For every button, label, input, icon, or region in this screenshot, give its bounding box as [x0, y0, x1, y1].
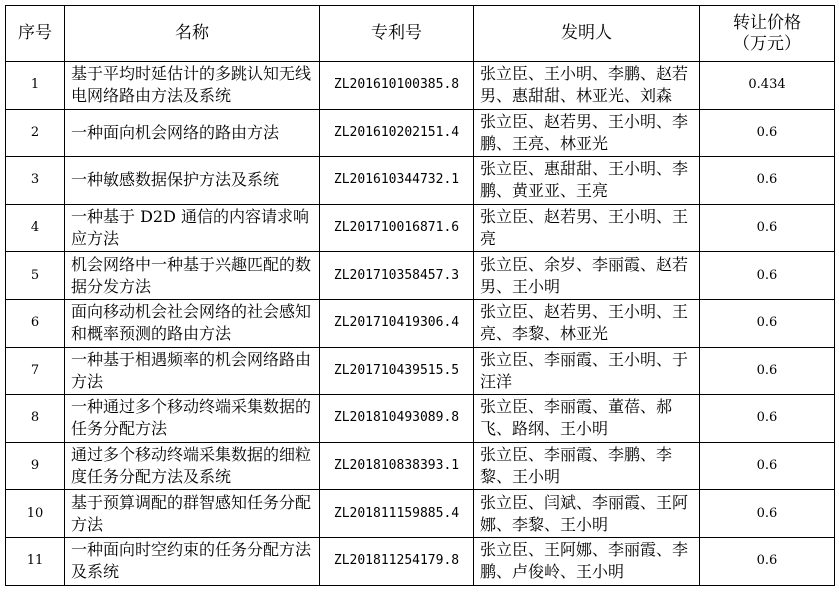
cell-patent-number: ZL201710358457.3 [320, 252, 474, 300]
cell-price: 0.6 [700, 490, 835, 538]
cell-inventors: 张立臣、余岁、李丽霞、赵若男、王小明 [474, 252, 700, 300]
cell-no: 7 [6, 347, 65, 395]
cell-price: 0.6 [700, 109, 835, 157]
table-row [6, 395, 835, 443]
cell-no: 9 [6, 442, 65, 490]
cell-no: 1 [6, 62, 65, 110]
cell-name: 一种面向机会网络的路由方法 [65, 109, 320, 157]
cell-price: 0.6 [700, 347, 835, 395]
cell-inventors: 张立臣、赵若男、王小明、王亮 [474, 204, 700, 252]
header-no: 序号 [6, 6, 65, 62]
cell-patent-number: ZL201811254179.8 [320, 537, 474, 585]
cell-inventors: 张立臣、赵若男、王小明、王亮、李黎、林亚光 [474, 299, 700, 347]
cell-price: 0.6 [700, 442, 835, 490]
table-row [6, 299, 835, 347]
cell-patent-number: ZL201610100385.8 [320, 62, 474, 110]
cell-patent-number: ZL201811159885.4 [320, 490, 474, 538]
table-row [6, 157, 835, 205]
cell-name: 一种面向时空约束的任务分配方法及系统 [65, 537, 320, 585]
header-price-line1: 转让价格 [733, 12, 801, 33]
cell-no: 3 [6, 157, 65, 205]
cell-no: 2 [6, 109, 65, 157]
table-row [6, 252, 835, 300]
header-inventors: 发明人 [474, 6, 700, 62]
table-row [6, 537, 835, 585]
cell-no: 10 [6, 490, 65, 538]
cell-name: 一种通过多个移动终端采集数据的任务分配方法 [65, 395, 320, 443]
cell-name: 一种敏感数据保护方法及系统 [65, 157, 320, 205]
header-name: 名称 [65, 6, 320, 62]
cell-patent-number: ZL201610202151.4 [320, 109, 474, 157]
cell-price: 0.6 [700, 204, 835, 252]
cell-inventors: 张立臣、惠甜甜、王小明、李鹏、黄亚亚、王亮 [474, 157, 700, 205]
table-row [6, 109, 835, 157]
patent-transfer-table [5, 5, 835, 586]
cell-no: 5 [6, 252, 65, 300]
cell-inventors: 张立臣、王小明、李鹏、赵若男、惠甜甜、林亚光、刘森 [474, 62, 700, 110]
header-row [6, 6, 835, 62]
cell-name: 通过多个移动终端采集数据的细粒度任务分配方法及系统 [65, 442, 320, 490]
cell-inventors: 张立臣、赵若男、王小明、李鹏、王亮、林亚光 [474, 109, 700, 157]
cell-no: 8 [6, 395, 65, 443]
cell-inventors: 张立臣、李丽霞、李鹏、李黎、王小明 [474, 442, 700, 490]
header-patent: 专利号 [320, 6, 474, 62]
cell-name: 一种基于相遇频率的机会网络路由方法 [65, 347, 320, 395]
table-header [6, 6, 835, 62]
cell-name: 基于平均时延估计的多跳认知无线电网络路由方法及系统 [65, 62, 320, 110]
table-row [6, 62, 835, 110]
cell-price: 0.6 [700, 299, 835, 347]
cell-name: 基于预算调配的群智感知任务分配方法 [65, 490, 320, 538]
cell-price: 0.6 [700, 252, 835, 300]
cell-patent-number: ZL201710419306.4 [320, 299, 474, 347]
cell-inventors: 张立臣、李丽霞、董蓓、郝飞、路纲、王小明 [474, 395, 700, 443]
table-row [6, 442, 835, 490]
cell-no: 6 [6, 299, 65, 347]
cell-no: 4 [6, 204, 65, 252]
cell-inventors: 张立臣、李丽霞、王小明、于汪洋 [474, 347, 700, 395]
cell-name: 面向移动机会社会网络的社会感知和概率预测的路由方法 [65, 299, 320, 347]
table-row [6, 347, 835, 395]
cell-name: 一种基于 D2D 通信的内容请求响应方法 [65, 204, 320, 252]
cell-price: 0.434 [700, 62, 835, 110]
cell-inventors: 张立臣、闫斌、李丽霞、王阿娜、李黎、王小明 [474, 490, 700, 538]
cell-price: 0.6 [700, 157, 835, 205]
table-body [6, 62, 835, 586]
cell-inventors: 张立臣、王阿娜、李丽霞、李鹏、卢俊岭、王小明 [474, 537, 700, 585]
cell-patent-number: ZL201810838393.1 [320, 442, 474, 490]
cell-price: 0.6 [700, 395, 835, 443]
cell-patent-number: ZL201710439515.5 [320, 347, 474, 395]
table-row [6, 490, 835, 538]
cell-price: 0.6 [700, 537, 835, 585]
cell-patent-number: ZL201710016871.6 [320, 204, 474, 252]
cell-patent-number: ZL201810493089.8 [320, 395, 474, 443]
cell-no: 11 [6, 537, 65, 585]
table-row [6, 204, 835, 252]
header-price-line2: （万元） [733, 33, 801, 54]
cell-name: 机会网络中一种基于兴趣匹配的数据分发方法 [65, 252, 320, 300]
cell-patent-number: ZL201610344732.1 [320, 157, 474, 205]
header-price [700, 6, 835, 62]
